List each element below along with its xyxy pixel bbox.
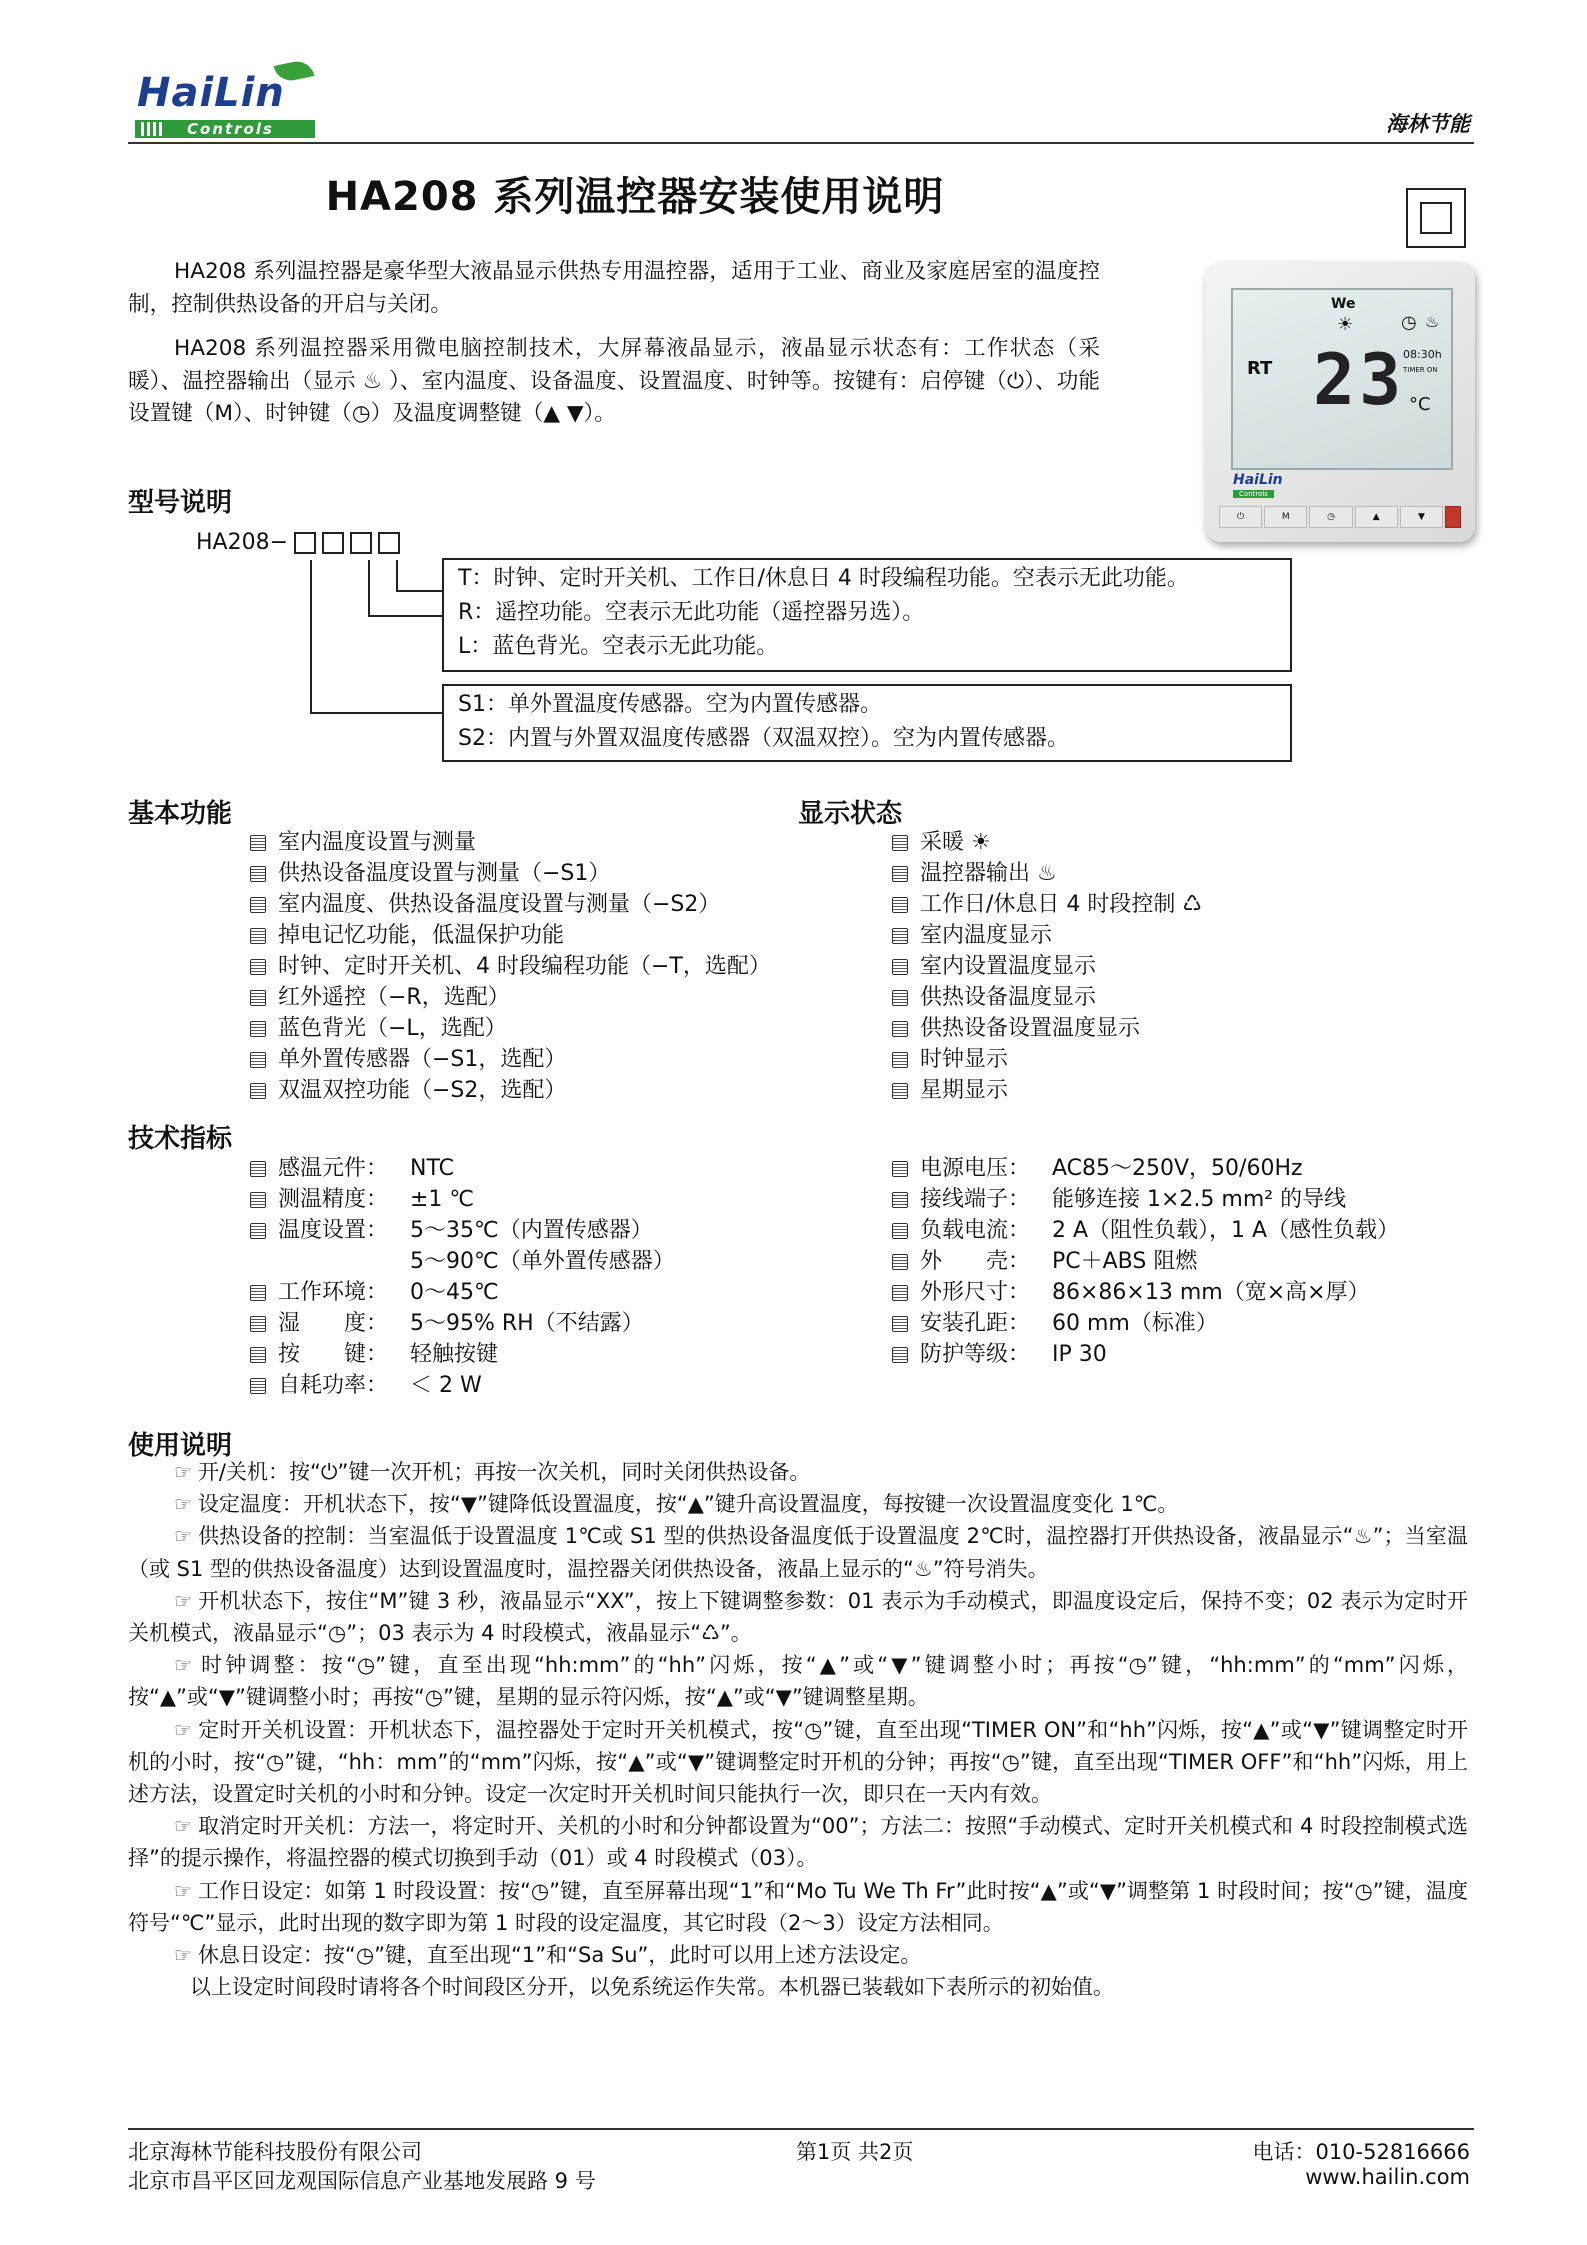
bullet-icon bbox=[250, 1021, 266, 1037]
bullet-icon bbox=[892, 1254, 908, 1270]
spec-row: 工作环境： 0～45℃ bbox=[250, 1277, 675, 1308]
bullet-icon bbox=[250, 1285, 266, 1301]
spec-row: 温度设置： 5～35℃（内置传感器） bbox=[250, 1215, 675, 1246]
heat-icon: ♨ bbox=[1425, 312, 1440, 331]
spec-row: 安装孔距： 60 mm（标准） bbox=[892, 1308, 1399, 1339]
bullet-icon bbox=[250, 866, 266, 882]
bullet-icon bbox=[250, 1192, 266, 1208]
footer-web: www.hailin.com bbox=[1305, 2165, 1470, 2189]
list-item: 室内设置温度显示 bbox=[892, 951, 1202, 982]
header-rule bbox=[128, 142, 1474, 144]
spec-row: 测温精度： ±1 ℃ bbox=[250, 1184, 675, 1215]
bullet-icon bbox=[250, 1223, 266, 1239]
footer-address: 北京市昌平区回龙观国际信息产业基地发展路 9 号 bbox=[128, 2169, 596, 2193]
bullet-icon bbox=[250, 835, 266, 851]
list-item: 蓝色背光（−L，选配） bbox=[250, 1013, 771, 1044]
list-item: 温控器输出 ♨ bbox=[892, 858, 1202, 889]
bullet-icon bbox=[250, 1347, 266, 1363]
bullet-icon bbox=[892, 897, 908, 913]
list-item: 采暖 ☀ bbox=[892, 827, 1202, 858]
bullet-icon bbox=[250, 990, 266, 1006]
spec-row: 5～90℃（单外置传感器） bbox=[410, 1249, 675, 1274]
spec-row: 感温元件： NTC bbox=[250, 1153, 675, 1184]
model-box-sensors: S1：单外置温度传感器。空为内置传感器。 S2：内置与外置双温度传感器（双温双控）。空为内置传感器。 bbox=[442, 684, 1292, 762]
footer-phone: 电话：010-52816666 bbox=[1252, 2140, 1470, 2164]
list-item: 时钟、定时开关机、4 时段编程功能（−T，选配） bbox=[250, 951, 771, 982]
spec-row: 按 键： 轻触按键 bbox=[250, 1339, 675, 1370]
bullet-icon bbox=[250, 1052, 266, 1068]
footer-rule bbox=[128, 2128, 1474, 2130]
tech-right bbox=[892, 1153, 1399, 1370]
usage-heading: 使用说明 bbox=[128, 1431, 233, 1461]
pointer-icon: ☞ bbox=[174, 1492, 192, 1517]
bullet-icon bbox=[892, 835, 908, 851]
intro-paragraph-2: HA208 系列温控器采用微电脑控制技术，大屏幕液晶显示，液晶显示状态有：工作状态（采暖）、温控器输出（显示 ♨ ）、室内温度、设备温度、设置温度、时钟等。按键有：启停键（⏻）、功能设置键（M）、时钟键（◷）及温度调整键（▲ ▼）。 bbox=[128, 336, 1100, 426]
logo-text: HaiLin bbox=[137, 70, 285, 116]
bullet-icon bbox=[892, 928, 908, 944]
list-item: 双温双控功能（−S2，选配） bbox=[250, 1075, 771, 1106]
list-item: 时钟显示 bbox=[892, 1044, 1202, 1075]
spec-row: 湿 度： 5～95% RH（不结露） bbox=[250, 1308, 675, 1339]
logo-stripes bbox=[141, 122, 163, 136]
intro-paragraph-1: HA208 系列温控器是豪华型大液晶显示供热专用温控器，适用于工业、商业及家庭居室的温度控制，控制供热设备的开启与关闭。 bbox=[128, 259, 1100, 317]
bullet-icon bbox=[250, 897, 266, 913]
spec-row: 外形尺寸： 86×86×13 mm（宽×高×厚） bbox=[892, 1277, 1399, 1308]
bullet-icon bbox=[892, 1052, 908, 1068]
pointer-icon: ☞ bbox=[174, 1653, 192, 1678]
page-title: HA208 系列温控器安装使用说明 bbox=[325, 174, 945, 220]
lcd-screen: We ☀ ◷ ♨ RT 23 °C 08:30h TIMER ON bbox=[1231, 288, 1453, 470]
bullet-icon bbox=[892, 1285, 908, 1301]
pointer-icon: ☞ bbox=[174, 1588, 192, 1613]
clock-icon: ◷ bbox=[1401, 312, 1417, 333]
list-item: 星期显示 bbox=[892, 1075, 1202, 1106]
list-item: 室内温度、供热设备温度设置与测量（−S2） bbox=[250, 889, 771, 920]
list-item: 供热设备设置温度显示 bbox=[892, 1013, 1202, 1044]
list-item: 供热设备温度显示 bbox=[892, 982, 1202, 1013]
logo bbox=[135, 62, 325, 142]
company-short: 海林节能 bbox=[1386, 112, 1470, 136]
list-item: 单外置传感器（−S1，选配） bbox=[250, 1044, 771, 1075]
spec-row: 自耗功率： ＜ 2 W bbox=[250, 1370, 675, 1401]
device-buttons: ⏻ M ◷ ▲ ▼ bbox=[1219, 506, 1461, 528]
spec-row: 外 壳： PC＋ABS 阻燃 bbox=[892, 1246, 1399, 1277]
bullet-icon bbox=[250, 1378, 266, 1394]
bullet-icon bbox=[892, 1161, 908, 1177]
bullet-icon bbox=[250, 928, 266, 944]
list-item: 供热设备温度设置与测量（−S1） bbox=[250, 858, 771, 889]
bullet-icon bbox=[250, 959, 266, 975]
display-heading: 显示状态 bbox=[798, 799, 903, 829]
pointer-icon: ☞ bbox=[174, 1460, 192, 1484]
checkbox-mark bbox=[1406, 188, 1466, 248]
display-list bbox=[892, 827, 1202, 1106]
bullet-icon bbox=[892, 1083, 908, 1099]
bullet-icon bbox=[250, 1316, 266, 1332]
pointer-icon: ☞ bbox=[174, 1717, 192, 1742]
spec-row: 负载电流： 2 A（阻性负载），1 A（感性负载） bbox=[892, 1215, 1399, 1246]
spec-row: 防护等级： IP 30 bbox=[892, 1339, 1399, 1370]
spec-row: 接线端子： 能够连接 1×2.5 mm² 的导线 bbox=[892, 1184, 1399, 1215]
model-box-options: T：时钟、定时开关机、工作日/休息日 4 时段编程功能。空表示无此功能。 R：遥控功能。空表示无此功能（遥控器另选）。 L：蓝色背光。空表示无此功能。 bbox=[442, 558, 1292, 672]
bullet-icon bbox=[892, 1316, 908, 1332]
sun-icon: ☀ bbox=[1337, 314, 1354, 335]
pointer-icon: ☞ bbox=[174, 1524, 192, 1549]
bullet-icon bbox=[250, 1083, 266, 1099]
footer-page: 第1页 共2页 bbox=[796, 2140, 914, 2164]
bullet-icon bbox=[892, 1223, 908, 1239]
bullet-icon bbox=[892, 959, 908, 975]
basic-list bbox=[250, 827, 771, 1106]
bullet-icon bbox=[892, 1192, 908, 1208]
bullet-icon bbox=[250, 1161, 266, 1177]
pointer-icon: ☞ bbox=[174, 1943, 192, 1968]
bullet-icon bbox=[892, 1347, 908, 1363]
pointer-icon: ☞ bbox=[174, 1814, 192, 1839]
list-item: 工作日/休息日 4 时段控制 ♺ bbox=[892, 889, 1202, 920]
model-code: HA208− bbox=[196, 527, 400, 559]
tech-heading: 技术指标 bbox=[128, 1124, 233, 1154]
thermostat-image: We ☀ ◷ ♨ RT 23 °C 08:30h TIMER ON HaiLin Controls ⏻ M ◷ ▲ ▼ bbox=[1205, 262, 1475, 542]
basic-heading: 基本功能 bbox=[128, 799, 233, 829]
list-item: 红外遥控（−R，选配） bbox=[250, 982, 771, 1013]
footer-company: 北京海林节能科技股份有限公司 bbox=[128, 2140, 422, 2164]
logo-subtext: Controls bbox=[187, 120, 274, 138]
bullet-icon bbox=[892, 990, 908, 1006]
bullet-icon bbox=[892, 1021, 908, 1037]
list-item: 室内温度显示 bbox=[892, 920, 1202, 951]
spec-row: 电源电压： AC85～250V，50/60Hz bbox=[892, 1153, 1399, 1184]
tech-left bbox=[250, 1153, 675, 1401]
usage-body: ☞ 开/关机：按“⏻”键一次开机；再按一次关机，同时关闭供热设备。 ☞ 设定温度：开机状态下，按“▼”键降低设置温度，按“▲”键升高设置温度，每按键一次设置温度变化 1℃。 ☞ 供热设备的控制：当室温低于设置温度 1℃或 S1 型的供热设备温度低于设置温度 2℃时，温控器打开供热设备，液晶显示“♨”；当室温（或 S1 型的供热设备温度）达到设置温度时，温控器关闭供热设备，液晶上显示的“♨”符号消失。 ☞ 开机状态下，按住“M”键 3 秒，液晶显示“XX”，按上下键调整参数：01 表示为手动模式，即温度设定后，保持不变；02 表示为定时开关机模式，液晶显示“◷”；03 表示为 4 时段模式，液晶显示“♺”。 ☞ 时钟调整：按“◷”键，直至出现“hh:mm”的“hh”闪烁，按“▲”或“▼”键调整小时；再按“◷”键，“hh:mm”的“mm”闪烁，按“▲”或“▼”键调整小时；再按“◷”键，星期的显示符闪烁，按“▲”或“▼”键调整星期。 ☞ 定时开关机设置：开机状态下，温控器处于定时开关机模式，按“◷”键，直至出现“TIMER ON”和“hh”闪烁，按“▲”或“▼”键调整定时开机的小时，按“◷”键，“hh：mm”的“mm”闪烁，按“▲”或“▼”键调整定时开机的分钟；再按“◷”键，直至出现“TIMER OFF”和“hh”闪烁，用上述方法，设置定时关机的小时和分钟。设定一次定时开关机时间只能执行一次，即只在一天内有效。 ☞ 取消定时开关机：方法一，将定时开、关机的小时和分钟都设置为“00”；方法二：按照“手动模式、定时开关机模式和 4 时段控制模式选择”的提示操作，将温控器的模式切换到手动（01）或 4 时段模式（03）。 ☞ 工作日设定：如第 1 时段设置：按“◷”键，直至屏幕出现“1”和“Mo Tu We Th Fr”此时按“▲”或“▼”调整第 1 时段时间；按“◷”键，温度符号“℃”显示，此时出现的数字即为第 1 时段的设定温度，其它时段（2～3）设定方法相同。 ☞ 休息日设定：按“◷”键，直至出现“1”和“Sa Su”，此时可以用上述方法设定。 以上设定时间段时请将各个时间段区分开，以免系统运作失常。本机器已装载如下表所示的初始值。 bbox=[128, 1460, 1468, 2000]
pointer-icon: ☞ bbox=[174, 1878, 192, 1903]
bullet-icon bbox=[892, 866, 908, 882]
list-item: 掉电记忆功能，低温保护功能 bbox=[250, 920, 771, 951]
list-item: 室内温度设置与测量 bbox=[250, 827, 771, 858]
model-heading: 型号说明 bbox=[128, 488, 233, 518]
